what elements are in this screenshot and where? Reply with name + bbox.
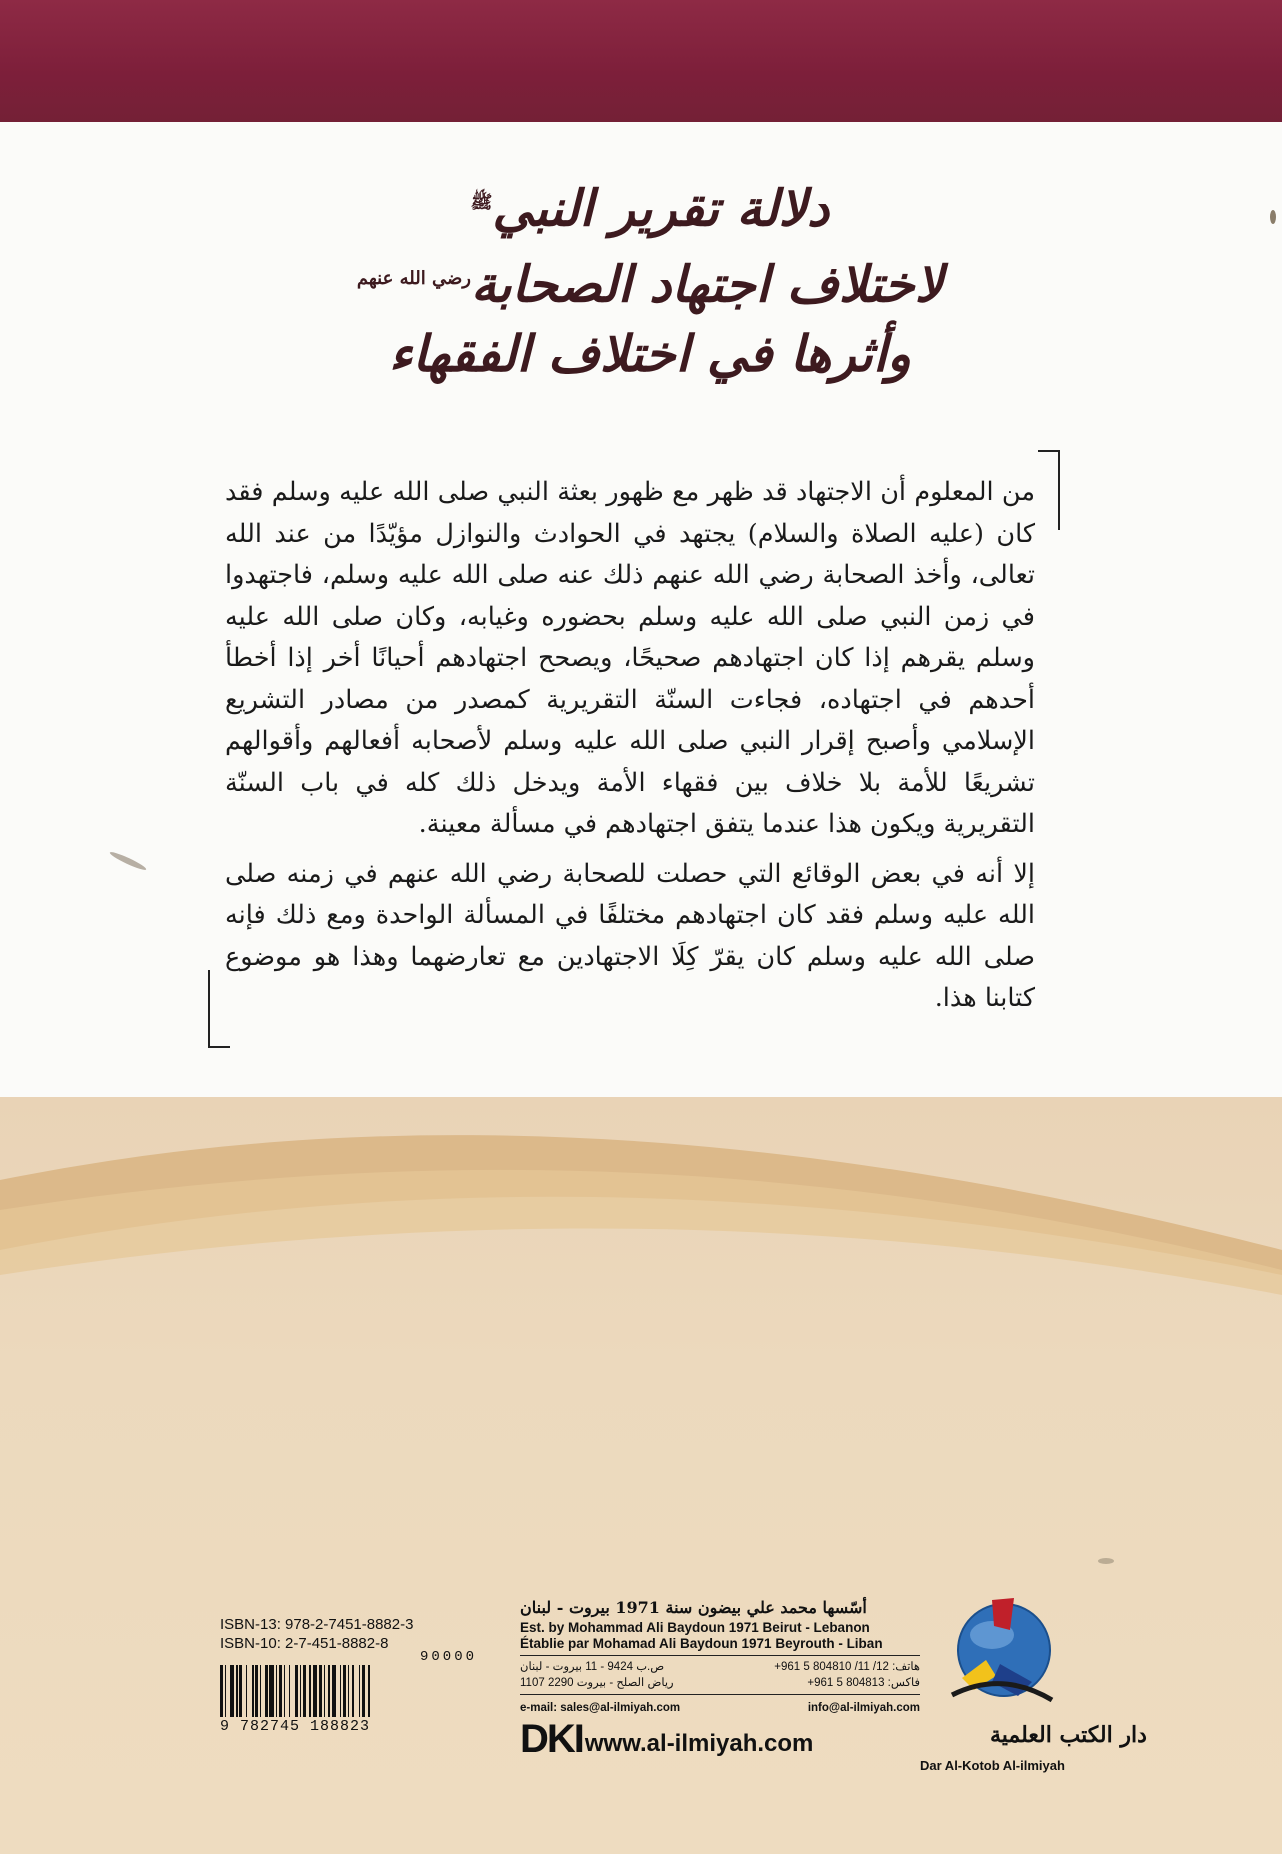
- blurb: [225, 472, 1035, 1028]
- divider: [520, 1694, 920, 1695]
- website-link[interactable]: www.al-ilmiyah.com: [584, 1730, 814, 1757]
- honorific-glyph: رضي الله عنهم: [356, 267, 471, 289]
- fax: فاكس: 804813 5 961+: [807, 1677, 920, 1689]
- barcode-area: [220, 1615, 500, 1735]
- blurb-paragraph-2: إلا أنه في بعض الوقائع التي حصلت للصحابة رضي الله عنهم في زمنه صلى الله عليه وسلم فقد كان اجتهادهم مختلفًا في المسألة الواحدة ومع ذلك فإنه صلى الله عليه وسلم كان يقرّ كِلَا الاجتهادين مع تعارضهما وهذا هو موضوع كتابنا هذا.: [225, 858, 1035, 1013]
- publisher-founded-ar: أسّسها محمد علي بيضون سنة 1971 بيروت - لبنان: [520, 1598, 867, 1617]
- divider: [520, 1655, 920, 1656]
- isbn-13: ISBN-13: 978-2-7451-8882-3: [220, 1616, 414, 1633]
- publisher-name-ar: دار الكتب العلمية: [990, 1722, 1147, 1748]
- top-color-band: [0, 0, 1282, 122]
- title-line-2: لاختلاف اجتهاد الصحابة$^{رضي الله عنهم}$: [356, 254, 944, 314]
- phone: هاتف: 12/ 11/ 804810 5 961+: [774, 1661, 920, 1673]
- publisher-founded-fr: Établie par Mohamad Ali Baydoun 1971 Beyrouth - Liban: [520, 1636, 883, 1651]
- po-box: ص.ب 9424 - 11 بيروت - لبنان: [520, 1661, 665, 1673]
- publisher-name-en: Dar Al-Kotob Al-ilmiyah: [920, 1758, 1065, 1773]
- dki-logo: DKI: [520, 1717, 583, 1761]
- title-line-1: دلالة تقرير النبي$^ﷺ$: [470, 178, 830, 238]
- barcode-bars: [220, 1665, 490, 1717]
- paper-speck: [1098, 1558, 1114, 1564]
- frame-corner-bottom-h: [208, 1046, 230, 1048]
- email-info[interactable]: info@al-ilmiyah.com: [807, 1702, 920, 1714]
- frame-corner-top: [1058, 450, 1060, 530]
- blurb-paragraph-1: من المعلوم أن الاجتهاد قد ظهر مع ظهور بعثة النبي صلى الله عليه وسلم فقد كان (عليه الصلاة والسلام) يجتهد في الحوادث والنوازل مؤيّدًا من عند الله تعالى، وأخذ الصحابة رضي الله عنهم ذلك عنه صلى الله عليه وسلم، فاجتهدوا في زمن النبي صلى الله عليه وسلم بحضوره وغيابه، وكان صلى الله عليه وسلم يقرهم إذا كان اجتهادهم صحيحًا، ويصحح اجتهادهم أحيانًا أخر إذا أخطأ أحدهم في اجتهاده، فجاءت السنّة التقريرية كمصدر من مصادر التشريع الإسلامي وأصبح إقرار النبي صلى الله عليه وسلم لأصحابه أفعالهم وأقوالهم تشريعًا للأمة بلا خلاف بين فقهاء الأمة ويدخل ذلك كله في باب السنّة التقريرية ويكون هذا عندما يتفق اجتهادهم في مسألة معينة.: [225, 477, 1035, 839]
- book-title: [300, 168, 1000, 389]
- title-line-3: وأثرها في اختلاف الفقهاء: [389, 324, 911, 384]
- globe-logo-icon: [922, 1590, 1072, 1720]
- dki-row: [520, 1719, 920, 1759]
- publisher-founded-en: Est. by Mohammad Ali Baydoun 1971 Beirut - Lebanon: [520, 1620, 870, 1635]
- email-sales[interactable]: e-mail: sales@al-ilmiyah.com: [520, 1702, 681, 1714]
- isbn-10: ISBN-10: 2-7-451-8882-8: [220, 1635, 389, 1652]
- decorative-swoosh: [0, 1060, 1282, 1320]
- price-addon: 90000: [420, 1649, 478, 1665]
- contact-row-1: [520, 1659, 920, 1675]
- frame-corner-bottom: [208, 970, 210, 1048]
- honorific-glyph: ﷺ: [470, 192, 493, 213]
- contact-row-2: [520, 1675, 920, 1691]
- email-row: [520, 1699, 920, 1717]
- barcode-bar: [370, 1665, 372, 1717]
- riad-address: رياض الصلح - بيروت 2290 1107: [520, 1677, 674, 1689]
- publisher-info: [520, 1596, 920, 1759]
- barcode-digits: 9 782745 188823: [220, 1718, 371, 1735]
- frame-corner-top-h: [1038, 450, 1060, 452]
- paper-speck: [1270, 210, 1276, 224]
